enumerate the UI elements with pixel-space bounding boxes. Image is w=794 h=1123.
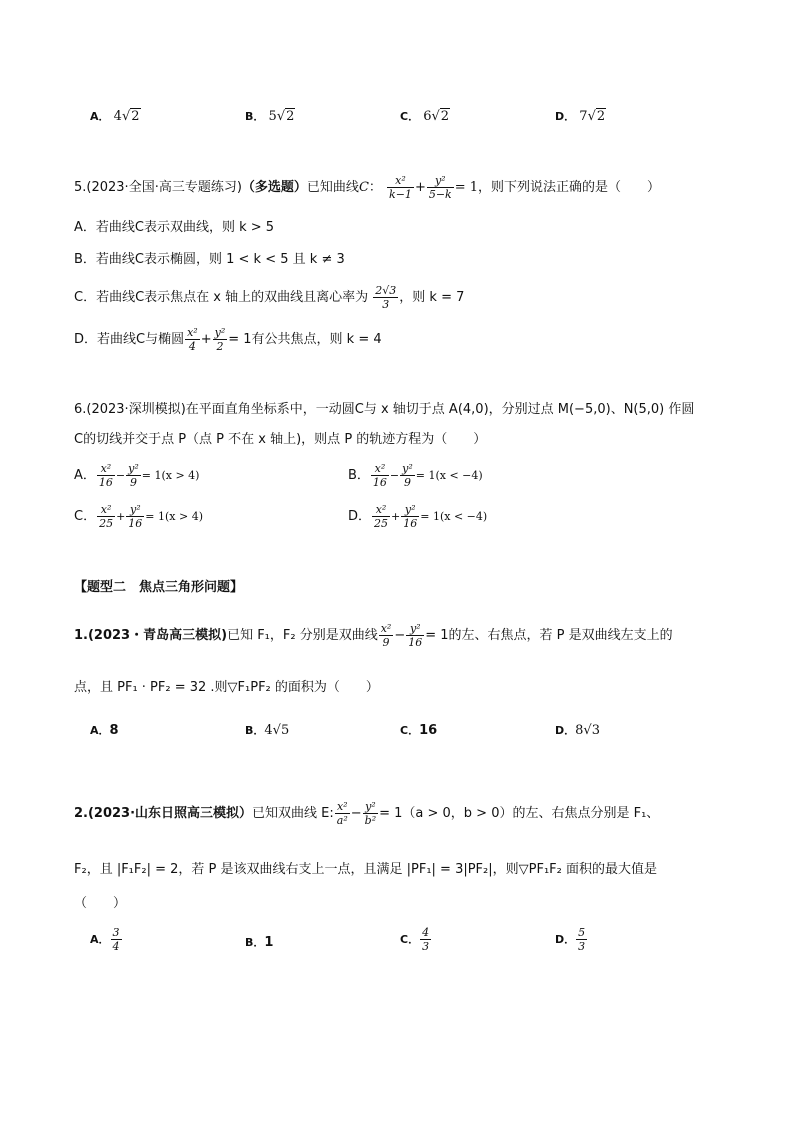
- q4-option-c[interactable]: C． 6√2: [400, 109, 450, 124]
- p2-option-b[interactable]: B．1: [245, 935, 274, 950]
- p2-stem: 2.(2023·山东日照高三模拟）已知双曲线 E: $\frac{\text{x²}}{\text{a²}}$ − $\frac{\text{y²}}{\text{b²}}$ = 1（a > 0，b > 0）的左、右焦点分别是 F₁、: [74, 800, 660, 827]
- q5-stem: 5.(2023·全国·高三专题练习)（多选题）已知曲线C： $\frac{\text{x²}}{k-1}$ + $\frac{\text{y²}}{5-k}$ = 1，则下列说法正确的是（ ）: [74, 174, 661, 201]
- q5-fraction-2: $\frac{\text{y²}}{5-k}$: [428, 174, 452, 201]
- p1-option-c[interactable]: C．16: [400, 723, 438, 738]
- p2-option-a[interactable]: A． $\frac{3}{4}$: [90, 926, 120, 953]
- q5-fraction-1: $\frac{\text{x²}}{k-1}$: [389, 174, 412, 201]
- p2-option-c[interactable]: C． $\frac{4}{3}$: [400, 926, 430, 953]
- q6-option-d[interactable]: D． $\frac{\text{x²}}{25}$ + $\frac{\text{y²}}{16}$ = 1(x < −4): [348, 503, 488, 530]
- q4-option-a[interactable]: A． 4√2: [90, 109, 140, 124]
- q5-optc-fraction: $\frac{2√3}{3}$: [375, 284, 397, 311]
- q4-option-d[interactable]: D． 7√2: [555, 109, 606, 124]
- p1-option-a[interactable]: A．8: [90, 723, 119, 738]
- q4-options: [90, 108, 730, 130]
- p1-options: [90, 722, 730, 744]
- p1-stem-line-2: 点，且 PF₁ · PF₂ = 32 .则▽F₁PF₂ 的面积为（ ）: [74, 680, 379, 695]
- section-heading: 【题型二 焦点三角形问题】: [74, 580, 244, 595]
- q5-option-b[interactable]: B．若曲线C表示椭圆，则 1 < k < 5 且 k ≠ 3: [74, 252, 345, 267]
- q6-option-c[interactable]: C． $\frac{\text{x²}}{25}$ + $\frac{\text{y²}}{16}$ = 1(x > 4): [74, 503, 204, 530]
- q5-option-c[interactable]: C．若曲线C表示焦点在 x 轴上的双曲线且离心率为 $\frac{2√3}{3}$ ，则 k = 7: [74, 284, 465, 311]
- p2-options: [90, 926, 730, 966]
- q5-optd-fraction-2: $\frac{\text{y²}}{2}$: [214, 326, 226, 353]
- p2-option-d[interactable]: D． $\frac{5}{3}$: [555, 926, 586, 953]
- q5-option-d[interactable]: D．若曲线C与椭圆 $\frac{\text{x²}}{4}$ + $\frac{\text{y²}}{2}$ = 1有公共焦点，则 k = 4: [74, 326, 382, 353]
- q6-option-a[interactable]: A． $\frac{\text{x²}}{16}$ − $\frac{\text{y²}}{9}$ = 1(x > 4): [74, 462, 200, 489]
- q5-option-a[interactable]: A．若曲线C表示双曲线，则 k > 5: [74, 220, 275, 235]
- q6-stem-line-2: C的切线并交于点 P（点 P 不在 x 轴上)，则点 P 的轨迹方程为（ ）: [74, 432, 487, 447]
- q6-option-b[interactable]: B． $\frac{\text{x²}}{16}$ − $\frac{\text{y²}}{9}$ = 1(x < −4): [348, 462, 483, 489]
- p1-option-b[interactable]: B．4√5: [245, 723, 290, 738]
- p1-option-d[interactable]: D．8√3: [555, 723, 600, 738]
- p2-stem-line-2: F₂，且 |F₁F₂| = 2，若 P 是该双曲线右支上一点，且满足 |PF₁| = 3|PF₂|，则▽PF₁F₂ 面积的最大值是: [74, 862, 657, 877]
- p2-stem-line-3: （ ）: [74, 896, 127, 911]
- q4-option-b[interactable]: B． 5√2: [245, 109, 295, 124]
- q5-optd-fraction-1: $\frac{\text{x²}}{4}$: [187, 326, 198, 353]
- q6-stem-line-1: 6.(2023·深圳模拟)在平面直角坐标系中，一动圆C与 x 轴切于点 A(4,0)，分别过点 M(−5,0)、N(5,0) 作圆: [74, 402, 695, 417]
- p1-stem: 1.(2023・青岛高三模拟)已知 F₁，F₂ 分别是双曲线 $\frac{\text{x²}}{9}$ − $\frac{\text{y²}}{16}$ = 1的左、右焦点，若 P 是双曲线左支上的: [74, 622, 673, 649]
